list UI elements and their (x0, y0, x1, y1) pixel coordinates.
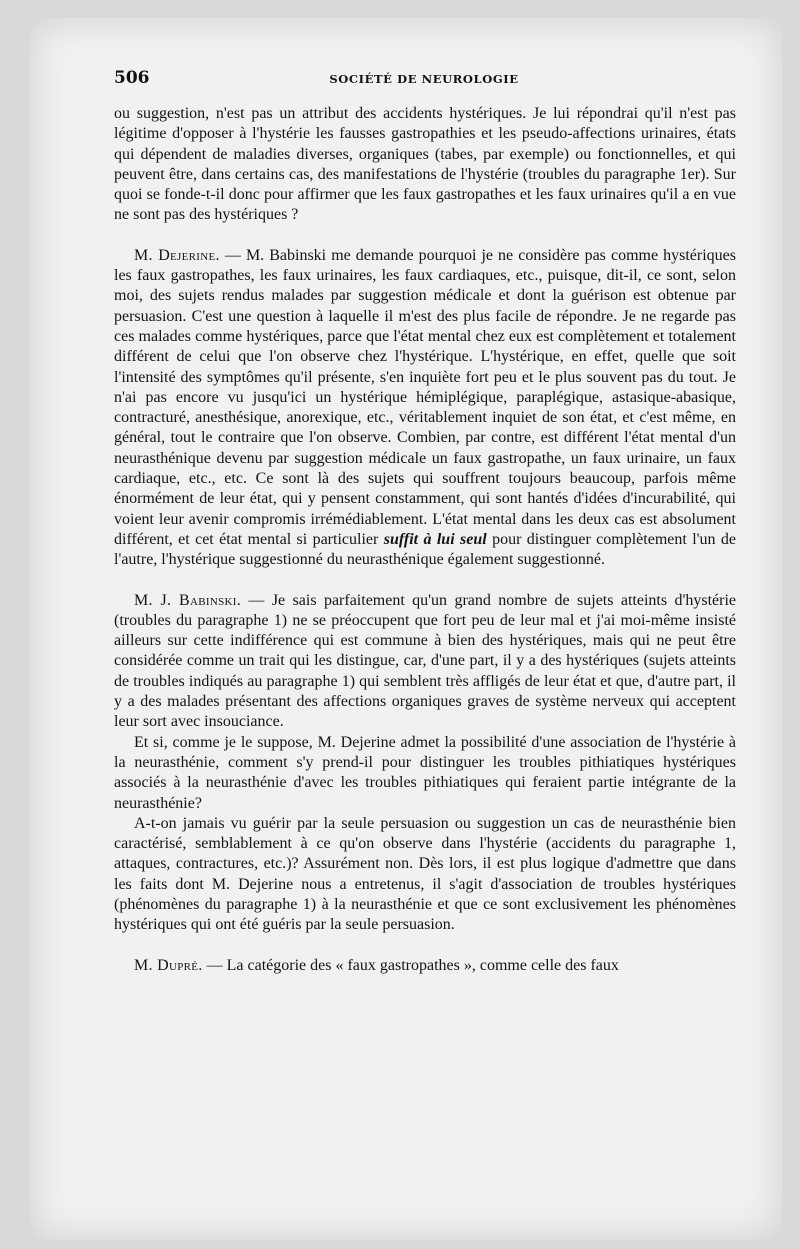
dejerine-statement (114, 246, 736, 571)
dupre-paragraph (114, 956, 736, 976)
dupre-text: La catégorie des « faux gastropathes », comme celle des faux (226, 956, 619, 974)
page-body (114, 104, 736, 996)
babinski-paragraph-1 (114, 591, 736, 733)
babinski-statement (114, 591, 736, 936)
dupre-dash: — (202, 956, 227, 974)
speaker-babinski: M. J. Babinski. (134, 591, 242, 609)
dupre-statement (114, 956, 736, 976)
continuation-paragraph (114, 104, 736, 226)
babinski-paragraph-2: Et si, comme je le suppose, M. Dejerine admet la possibilité d'une association de l'hystérie à la neurasthénie, comment s'y prend-il pour distinguer les troubles pithiatiques hystériques associés à la neurasthénie d'avec les troubles pithiatiques qui feraient partie intégrante de la neurasthénie? (114, 733, 736, 812)
speaker-dejerine: M. Dejerine. (134, 246, 220, 264)
continuation-text: ou suggestion, n'est pas un attribut des accidents hystériques. Je lui répondrai qu'il n'est pas légitime d'opposer à l'hystérie les fausses gastropathies et les pseudo-affections urinaires, états qui dépendent de maladies diverses, organiques (tabes, par exemple) ou fonctionnelles, et qui peuvent être, dans certains cas, des manifestations de l'hystérie (troubles du paragraphe 1er). Sur quoi se fonde-t-il donc pour affirmer que les faux gastropathes et les faux urinaires qu'il a en vue ne sont pas des hystériques ? (114, 105, 736, 224)
dejerine-paragraph (114, 246, 736, 571)
babinski-paragraph-3: A-t-on jamais vu guérir par la seule persuasion ou suggestion un cas de neurasthénie bien caractérisé, semblablement à ce qu'on observe dans l'hystérie (accidents du paragraphe 1, attaques, contractures, etc.)? Assurément non. Dès lors, il est plus logique d'admettre que dans les faits dont M. Dejerine nous a entretenus, il s'agit d'association de troubles hystériques (phénomènes du paragraphe 1) à la neurasthénie et que ce sont exclusivement les phénomènes hystériques qui ont été guéris par la seule persuasion. (114, 814, 736, 934)
speaker-dupre: M. Dupré. (134, 956, 203, 974)
page-number: 506 (114, 68, 150, 88)
dejerine-text-after: pour distinguer complètement l'un de l'autre, l'hystérique suggestionné du neurasthénique également suggestionné. (114, 530, 737, 569)
dejerine-emphasis: suffit à lui seul (383, 530, 487, 548)
running-title: SOCIÉTÉ DE NEUROLOGIE (329, 72, 519, 86)
page-header (114, 68, 734, 92)
book-page (30, 18, 782, 1240)
babinski-text-1: Je sais parfaitement qu'un grand nombre de sujets atteints d'hystérie (troubles du paragraphe 1) ne se préoccupent que fort peu de leur mal et j'ai moi-même insisté ailleurs sur cette indifférence qui est commune à bien des hystériques, mais qui ne peut être considérée comme un trait qui les distingue, car, d'une part, il y a des hystériques (sujets atteints de troubles indiqués au paragraphe 1) qui semblent très affligés de leur état et que, d'autre part, il y a des malades présentant des affections organiques graves de système nerveux qui acceptent leur sort avec insouciance. (114, 591, 737, 731)
babinski-dash: — (241, 591, 272, 609)
dejerine-text-before: M. Babinski me demande pourquoi je ne considère pas comme hystériques les faux gastropathes, les faux urinaires, les faux cardiaques, etc., puisque, dit-il, ce sont, selon moi, des sujets rendus malades par suggestion médicale et dont la guérison est obtenue par persuasion. C'est une question à laquelle il m'est des plus facile de répondre. Je ne regarde pas ces malades comme hystériques, parce que l'état mental chez eux est complètement et totalement différent de celui que l'on observe chez l'hystérique. L'hystérique, en effet, quelle que soit l'intensité des symptômes qu'il présente, s'en inquiète fort peu et le plus souvent pas du tout. Je n'ai pas encore vu jusqu'ici un hystérique hémiplégique, paraplégique, astasique-abasique, contracturé, anesthésique, anorexique, etc., véritablement inquiet de son état, et c'est même, en général, tout le contraire que l'on observe. Combien, par contre, est différent l'état mental d'un neurasthénique devenu par suggestion médicale un faux gastropathe, un faux urinaire, un faux cardiaque, etc., etc. Ce sont là des sujets qui souffrent toujours beaucoup, parfois même énormément de leur état, qui y pensent constamment, qui sont hantés d'idées d'incurabilité, qui voient leur avenir compromis irrémédiablement. L'état mental dans les deux cas est absolument différent, et cet état mental si particulier (114, 246, 737, 548)
dejerine-dash: — (219, 246, 246, 264)
